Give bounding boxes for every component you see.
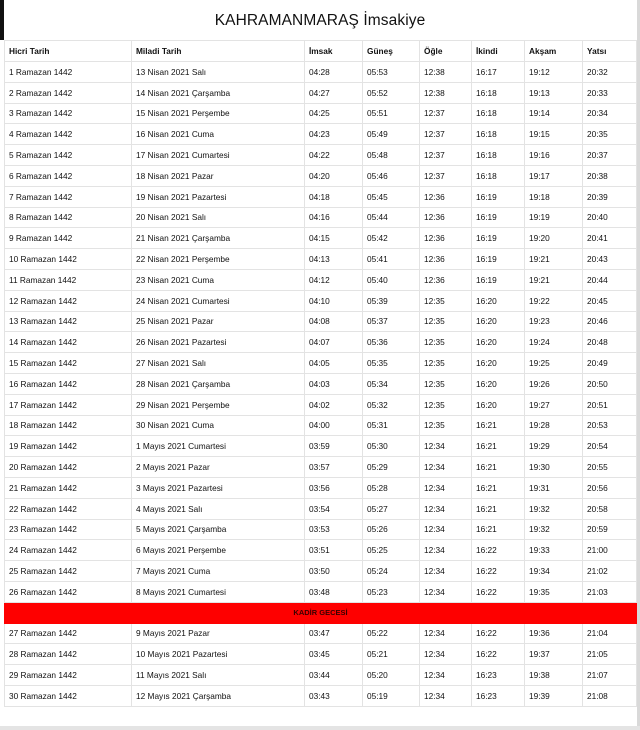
aksam-cell: 19:25 — [525, 353, 583, 374]
ogle-cell: 12:37 — [420, 165, 472, 186]
imsak-cell: 04:20 — [305, 165, 363, 186]
gunes-cell: 05:34 — [363, 373, 420, 394]
yatsi-cell: 20:55 — [583, 457, 637, 478]
ikindi-cell: 16:18 — [472, 82, 525, 103]
table-row — [5, 561, 637, 582]
hicri-tarih-cell: 25 Ramazan 1442 — [5, 561, 132, 582]
gunes-cell: 05:41 — [363, 249, 420, 270]
ikindi-cell: 16:21 — [472, 477, 525, 498]
yatsi-cell: 20:56 — [583, 477, 637, 498]
imsak-cell: 04:02 — [305, 394, 363, 415]
yatsi-cell: 20:58 — [583, 498, 637, 519]
ikindi-cell: 16:17 — [472, 62, 525, 83]
imsak-cell: 04:10 — [305, 290, 363, 311]
miladi-tarih-cell: 17 Nisan 2021 Cumartesi — [132, 145, 305, 166]
aksam-cell: 19:30 — [525, 457, 583, 478]
hicri-tarih-cell: 19 Ramazan 1442 — [5, 436, 132, 457]
imsak-cell: 03:51 — [305, 540, 363, 561]
aksam-cell: 19:39 — [525, 685, 583, 706]
imsak-cell: 04:05 — [305, 353, 363, 374]
imsak-cell: 04:15 — [305, 228, 363, 249]
header-imsak: İmsak — [305, 41, 363, 62]
header-ikindi: İkindi — [472, 41, 525, 62]
hicri-tarih-cell: 24 Ramazan 1442 — [5, 540, 132, 561]
ogle-cell: 12:34 — [420, 540, 472, 561]
imsak-cell: 04:25 — [305, 103, 363, 124]
yatsi-cell: 20:33 — [583, 82, 637, 103]
gunes-cell: 05:31 — [363, 415, 420, 436]
ogle-cell: 12:37 — [420, 103, 472, 124]
ogle-cell: 12:34 — [420, 498, 472, 519]
gunes-cell: 05:20 — [363, 665, 420, 686]
gunes-cell: 05:35 — [363, 353, 420, 374]
yatsi-cell: 21:00 — [583, 540, 637, 561]
imsak-cell: 04:08 — [305, 311, 363, 332]
ogle-cell: 12:37 — [420, 124, 472, 145]
yatsi-cell: 21:04 — [583, 623, 637, 644]
hicri-tarih-cell: 7 Ramazan 1442 — [5, 186, 132, 207]
miladi-tarih-cell: 2 Mayıs 2021 Pazar — [132, 457, 305, 478]
aksam-cell: 19:13 — [525, 82, 583, 103]
table-row — [5, 415, 637, 436]
ogle-cell: 12:35 — [420, 373, 472, 394]
imsak-cell: 03:45 — [305, 644, 363, 665]
header-aksam: Akşam — [525, 41, 583, 62]
aksam-cell: 19:32 — [525, 519, 583, 540]
miladi-tarih-cell: 29 Nisan 2021 Perşembe — [132, 394, 305, 415]
header-gunes: Güneş — [363, 41, 420, 62]
aksam-cell: 19:15 — [525, 124, 583, 145]
ogle-cell: 12:34 — [420, 561, 472, 582]
ogle-cell: 12:34 — [420, 685, 472, 706]
imsak-cell: 04:16 — [305, 207, 363, 228]
ikindi-cell: 16:23 — [472, 685, 525, 706]
imsak-cell: 03:48 — [305, 581, 363, 602]
aksam-cell: 19:14 — [525, 103, 583, 124]
aksam-cell: 19:20 — [525, 228, 583, 249]
hicri-tarih-cell: 8 Ramazan 1442 — [5, 207, 132, 228]
ikindi-cell: 16:21 — [472, 457, 525, 478]
yatsi-cell: 20:44 — [583, 269, 637, 290]
gunes-cell: 05:48 — [363, 145, 420, 166]
ogle-cell: 12:34 — [420, 665, 472, 686]
yatsi-cell: 21:05 — [583, 644, 637, 665]
aksam-cell: 19:28 — [525, 415, 583, 436]
table-body-before — [5, 62, 637, 603]
table-row — [5, 269, 637, 290]
imsak-cell: 03:50 — [305, 561, 363, 582]
header-yatsi: Yatsı — [583, 41, 637, 62]
aksam-cell: 19:27 — [525, 394, 583, 415]
miladi-tarih-cell: 12 Mayıs 2021 Çarşamba — [132, 685, 305, 706]
hicri-tarih-cell: 11 Ramazan 1442 — [5, 269, 132, 290]
gunes-cell: 05:45 — [363, 186, 420, 207]
gunes-cell: 05:36 — [363, 332, 420, 353]
yatsi-cell: 20:37 — [583, 145, 637, 166]
imsak-cell: 03:47 — [305, 623, 363, 644]
hicri-tarih-cell: 9 Ramazan 1442 — [5, 228, 132, 249]
table-row — [5, 249, 637, 270]
ikindi-cell: 16:19 — [472, 186, 525, 207]
aksam-cell: 19:38 — [525, 665, 583, 686]
yatsi-cell: 20:40 — [583, 207, 637, 228]
ikindi-cell: 16:18 — [472, 165, 525, 186]
aksam-cell: 19:36 — [525, 623, 583, 644]
hicri-tarih-cell: 12 Ramazan 1442 — [5, 290, 132, 311]
ogle-cell: 12:36 — [420, 207, 472, 228]
miladi-tarih-cell: 3 Mayıs 2021 Pazartesi — [132, 477, 305, 498]
yatsi-cell: 20:43 — [583, 249, 637, 270]
ogle-cell: 12:36 — [420, 249, 472, 270]
hicri-tarih-cell: 21 Ramazan 1442 — [5, 477, 132, 498]
table-row — [5, 623, 637, 644]
gunes-cell: 05:46 — [363, 165, 420, 186]
ikindi-cell: 16:19 — [472, 249, 525, 270]
miladi-tarih-cell: 8 Mayıs 2021 Cumartesi — [132, 581, 305, 602]
aksam-cell: 19:32 — [525, 498, 583, 519]
table-header-row — [5, 41, 637, 62]
yatsi-cell: 20:49 — [583, 353, 637, 374]
ogle-cell: 12:34 — [420, 436, 472, 457]
table-row — [5, 103, 637, 124]
ogle-cell: 12:34 — [420, 457, 472, 478]
ikindi-cell: 16:22 — [472, 581, 525, 602]
miladi-tarih-cell: 21 Nisan 2021 Çarşamba — [132, 228, 305, 249]
hicri-tarih-cell: 16 Ramazan 1442 — [5, 373, 132, 394]
hicri-tarih-cell: 17 Ramazan 1442 — [5, 394, 132, 415]
hicri-tarih-cell: 29 Ramazan 1442 — [5, 665, 132, 686]
miladi-tarih-cell: 6 Mayıs 2021 Perşembe — [132, 540, 305, 561]
hicri-tarih-cell: 30 Ramazan 1442 — [5, 685, 132, 706]
hicri-tarih-cell: 3 Ramazan 1442 — [5, 103, 132, 124]
aksam-cell: 19:22 — [525, 290, 583, 311]
imsakiye-table — [4, 40, 637, 707]
gunes-cell: 05:40 — [363, 269, 420, 290]
aksam-cell: 19:19 — [525, 207, 583, 228]
aksam-cell: 19:23 — [525, 311, 583, 332]
ogle-cell: 12:35 — [420, 332, 472, 353]
aksam-cell: 19:31 — [525, 477, 583, 498]
ikindi-cell: 16:22 — [472, 623, 525, 644]
ogle-cell: 12:36 — [420, 228, 472, 249]
gunes-cell: 05:49 — [363, 124, 420, 145]
yatsi-cell: 21:03 — [583, 581, 637, 602]
gunes-cell: 05:53 — [363, 62, 420, 83]
yatsi-cell: 21:08 — [583, 685, 637, 706]
table-row — [5, 332, 637, 353]
aksam-cell: 19:29 — [525, 436, 583, 457]
imsak-cell: 03:57 — [305, 457, 363, 478]
header-hicri-tarih: Hicri Tarih — [5, 41, 132, 62]
imsak-cell: 03:53 — [305, 519, 363, 540]
yatsi-cell: 20:39 — [583, 186, 637, 207]
hicri-tarih-cell: 27 Ramazan 1442 — [5, 623, 132, 644]
header-miladi-tarih: Miladi Tarih — [132, 41, 305, 62]
yatsi-cell: 20:46 — [583, 311, 637, 332]
gunes-cell: 05:37 — [363, 311, 420, 332]
table-row — [5, 290, 637, 311]
ogle-cell: 12:35 — [420, 290, 472, 311]
hicri-tarih-cell: 28 Ramazan 1442 — [5, 644, 132, 665]
table-row — [5, 207, 637, 228]
hicri-tarih-cell: 26 Ramazan 1442 — [5, 581, 132, 602]
yatsi-cell: 20:59 — [583, 519, 637, 540]
aksam-cell: 19:26 — [525, 373, 583, 394]
yatsi-cell: 20:41 — [583, 228, 637, 249]
miladi-tarih-cell: 9 Mayıs 2021 Pazar — [132, 623, 305, 644]
imsak-cell: 04:22 — [305, 145, 363, 166]
table-row — [5, 519, 637, 540]
miladi-tarih-cell: 24 Nisan 2021 Cumartesi — [132, 290, 305, 311]
miladi-tarih-cell: 11 Mayıs 2021 Salı — [132, 665, 305, 686]
hicri-tarih-cell: 2 Ramazan 1442 — [5, 82, 132, 103]
miladi-tarih-cell: 22 Nisan 2021 Perşembe — [132, 249, 305, 270]
imsak-cell: 03:56 — [305, 477, 363, 498]
aksam-cell: 19:34 — [525, 561, 583, 582]
hicri-tarih-cell: 18 Ramazan 1442 — [5, 415, 132, 436]
hicri-tarih-cell: 15 Ramazan 1442 — [5, 353, 132, 374]
yatsi-cell: 21:07 — [583, 665, 637, 686]
ogle-cell: 12:35 — [420, 394, 472, 415]
miladi-tarih-cell: 18 Nisan 2021 Pazar — [132, 165, 305, 186]
aksam-cell: 19:24 — [525, 332, 583, 353]
ikindi-cell: 16:22 — [472, 561, 525, 582]
miladi-tarih-cell: 10 Mayıs 2021 Pazartesi — [132, 644, 305, 665]
ogle-cell: 12:34 — [420, 623, 472, 644]
ogle-cell: 12:34 — [420, 477, 472, 498]
gunes-cell: 05:27 — [363, 498, 420, 519]
page-bottom-edge — [0, 726, 640, 730]
ikindi-cell: 16:21 — [472, 436, 525, 457]
ogle-cell: 12:34 — [420, 519, 472, 540]
ikindi-cell: 16:20 — [472, 311, 525, 332]
yatsi-cell: 20:32 — [583, 62, 637, 83]
imsak-cell: 04:00 — [305, 415, 363, 436]
table-row — [5, 165, 637, 186]
imsak-cell: 04:28 — [305, 62, 363, 83]
aksam-cell: 19:37 — [525, 644, 583, 665]
hicri-tarih-cell: 20 Ramazan 1442 — [5, 457, 132, 478]
table-row — [5, 373, 637, 394]
kadir-gecesi-section — [5, 602, 637, 623]
miladi-tarih-cell: 30 Nisan 2021 Cuma — [132, 415, 305, 436]
ogle-cell: 12:38 — [420, 82, 472, 103]
table-row — [5, 186, 637, 207]
gunes-cell: 05:51 — [363, 103, 420, 124]
imsak-cell: 04:13 — [305, 249, 363, 270]
ogle-cell: 12:34 — [420, 644, 472, 665]
imsak-cell: 03:43 — [305, 685, 363, 706]
ogle-cell: 12:38 — [420, 62, 472, 83]
imsak-cell: 03:59 — [305, 436, 363, 457]
miladi-tarih-cell: 7 Mayıs 2021 Cuma — [132, 561, 305, 582]
table-row — [5, 685, 637, 706]
hicri-tarih-cell: 5 Ramazan 1442 — [5, 145, 132, 166]
ikindi-cell: 16:20 — [472, 373, 525, 394]
miladi-tarih-cell: 13 Nisan 2021 Salı — [132, 62, 305, 83]
ogle-cell: 12:37 — [420, 145, 472, 166]
aksam-cell: 19:18 — [525, 186, 583, 207]
gunes-cell: 05:24 — [363, 561, 420, 582]
kadir-gecesi-row — [5, 602, 637, 623]
gunes-cell: 05:26 — [363, 519, 420, 540]
gunes-cell: 05:23 — [363, 581, 420, 602]
yatsi-cell: 21:02 — [583, 561, 637, 582]
table-row — [5, 644, 637, 665]
yatsi-cell: 20:38 — [583, 165, 637, 186]
aksam-cell: 19:35 — [525, 581, 583, 602]
gunes-cell: 05:19 — [363, 685, 420, 706]
aksam-cell: 19:33 — [525, 540, 583, 561]
aksam-cell: 19:16 — [525, 145, 583, 166]
ikindi-cell: 16:20 — [472, 353, 525, 374]
header-ogle: Öğle — [420, 41, 472, 62]
table-row — [5, 581, 637, 602]
table-row — [5, 394, 637, 415]
aksam-cell: 19:21 — [525, 249, 583, 270]
miladi-tarih-cell: 23 Nisan 2021 Cuma — [132, 269, 305, 290]
gunes-cell: 05:32 — [363, 394, 420, 415]
gunes-cell: 05:29 — [363, 457, 420, 478]
gunes-cell: 05:21 — [363, 644, 420, 665]
ikindi-cell: 16:21 — [472, 519, 525, 540]
miladi-tarih-cell: 14 Nisan 2021 Çarşamba — [132, 82, 305, 103]
yatsi-cell: 20:35 — [583, 124, 637, 145]
ikindi-cell: 16:18 — [472, 124, 525, 145]
ogle-cell: 12:34 — [420, 581, 472, 602]
miladi-tarih-cell: 4 Mayıs 2021 Salı — [132, 498, 305, 519]
yatsi-cell: 20:50 — [583, 373, 637, 394]
table-row — [5, 477, 637, 498]
imsak-cell: 04:12 — [305, 269, 363, 290]
miladi-tarih-cell: 19 Nisan 2021 Pazartesi — [132, 186, 305, 207]
gunes-cell: 05:22 — [363, 623, 420, 644]
hicri-tarih-cell: 23 Ramazan 1442 — [5, 519, 132, 540]
yatsi-cell: 20:45 — [583, 290, 637, 311]
ikindi-cell: 16:23 — [472, 665, 525, 686]
miladi-tarih-cell: 16 Nisan 2021 Cuma — [132, 124, 305, 145]
table-row — [5, 436, 637, 457]
ikindi-cell: 16:21 — [472, 415, 525, 436]
imsak-cell: 04:18 — [305, 186, 363, 207]
table-row — [5, 353, 637, 374]
imsak-cell: 03:54 — [305, 498, 363, 519]
gunes-cell: 05:30 — [363, 436, 420, 457]
table-row — [5, 311, 637, 332]
ikindi-cell: 16:22 — [472, 644, 525, 665]
table-row — [5, 498, 637, 519]
gunes-cell: 05:44 — [363, 207, 420, 228]
yatsi-cell: 20:54 — [583, 436, 637, 457]
kadir-gecesi-label: KADİR GECESİ — [5, 602, 637, 623]
yatsi-cell: 20:51 — [583, 394, 637, 415]
miladi-tarih-cell: 5 Mayıs 2021 Çarşamba — [132, 519, 305, 540]
hicri-tarih-cell: 1 Ramazan 1442 — [5, 62, 132, 83]
ikindi-cell: 16:21 — [472, 498, 525, 519]
hicri-tarih-cell: 13 Ramazan 1442 — [5, 311, 132, 332]
gunes-cell: 05:25 — [363, 540, 420, 561]
ikindi-cell: 16:19 — [472, 207, 525, 228]
miladi-tarih-cell: 26 Nisan 2021 Pazartesi — [132, 332, 305, 353]
hicri-tarih-cell: 10 Ramazan 1442 — [5, 249, 132, 270]
miladi-tarih-cell: 27 Nisan 2021 Salı — [132, 353, 305, 374]
ikindi-cell: 16:22 — [472, 540, 525, 561]
ogle-cell: 12:35 — [420, 311, 472, 332]
table-row — [5, 82, 637, 103]
gunes-cell: 05:39 — [363, 290, 420, 311]
imsak-cell: 04:07 — [305, 332, 363, 353]
table-row — [5, 665, 637, 686]
table-row — [5, 124, 637, 145]
hicri-tarih-cell: 14 Ramazan 1442 — [5, 332, 132, 353]
ikindi-cell: 16:18 — [472, 103, 525, 124]
gunes-cell: 05:28 — [363, 477, 420, 498]
aksam-cell: 19:12 — [525, 62, 583, 83]
gunes-cell: 05:42 — [363, 228, 420, 249]
miladi-tarih-cell: 15 Nisan 2021 Perşembe — [132, 103, 305, 124]
aksam-cell: 19:17 — [525, 165, 583, 186]
miladi-tarih-cell: 1 Mayıs 2021 Cumartesi — [132, 436, 305, 457]
table-row — [5, 457, 637, 478]
aksam-cell: 19:21 — [525, 269, 583, 290]
imsak-cell: 04:27 — [305, 82, 363, 103]
hicri-tarih-cell: 4 Ramazan 1442 — [5, 124, 132, 145]
hicri-tarih-cell: 22 Ramazan 1442 — [5, 498, 132, 519]
ikindi-cell: 16:18 — [472, 145, 525, 166]
yatsi-cell: 20:48 — [583, 332, 637, 353]
table-row — [5, 540, 637, 561]
ogle-cell: 12:35 — [420, 353, 472, 374]
ikindi-cell: 16:20 — [472, 332, 525, 353]
ogle-cell: 12:36 — [420, 269, 472, 290]
table-row — [5, 228, 637, 249]
miladi-tarih-cell: 25 Nisan 2021 Pazar — [132, 311, 305, 332]
imsak-cell: 04:03 — [305, 373, 363, 394]
table-body-after — [5, 623, 637, 706]
hicri-tarih-cell: 6 Ramazan 1442 — [5, 165, 132, 186]
imsak-cell: 03:44 — [305, 665, 363, 686]
ikindi-cell: 16:20 — [472, 290, 525, 311]
gunes-cell: 05:52 — [363, 82, 420, 103]
miladi-tarih-cell: 28 Nisan 2021 Çarşamba — [132, 373, 305, 394]
ikindi-cell: 16:20 — [472, 394, 525, 415]
table-row — [5, 62, 637, 83]
yatsi-cell: 20:34 — [583, 103, 637, 124]
ikindi-cell: 16:19 — [472, 269, 525, 290]
page-title: KAHRAMANMARAŞ İmsakiye — [214, 12, 426, 29]
ogle-cell: 12:36 — [420, 186, 472, 207]
ikindi-cell: 16:19 — [472, 228, 525, 249]
ogle-cell: 12:35 — [420, 415, 472, 436]
miladi-tarih-cell: 20 Nisan 2021 Salı — [132, 207, 305, 228]
imsak-cell: 04:23 — [305, 124, 363, 145]
yatsi-cell: 20:53 — [583, 415, 637, 436]
table-row — [5, 145, 637, 166]
